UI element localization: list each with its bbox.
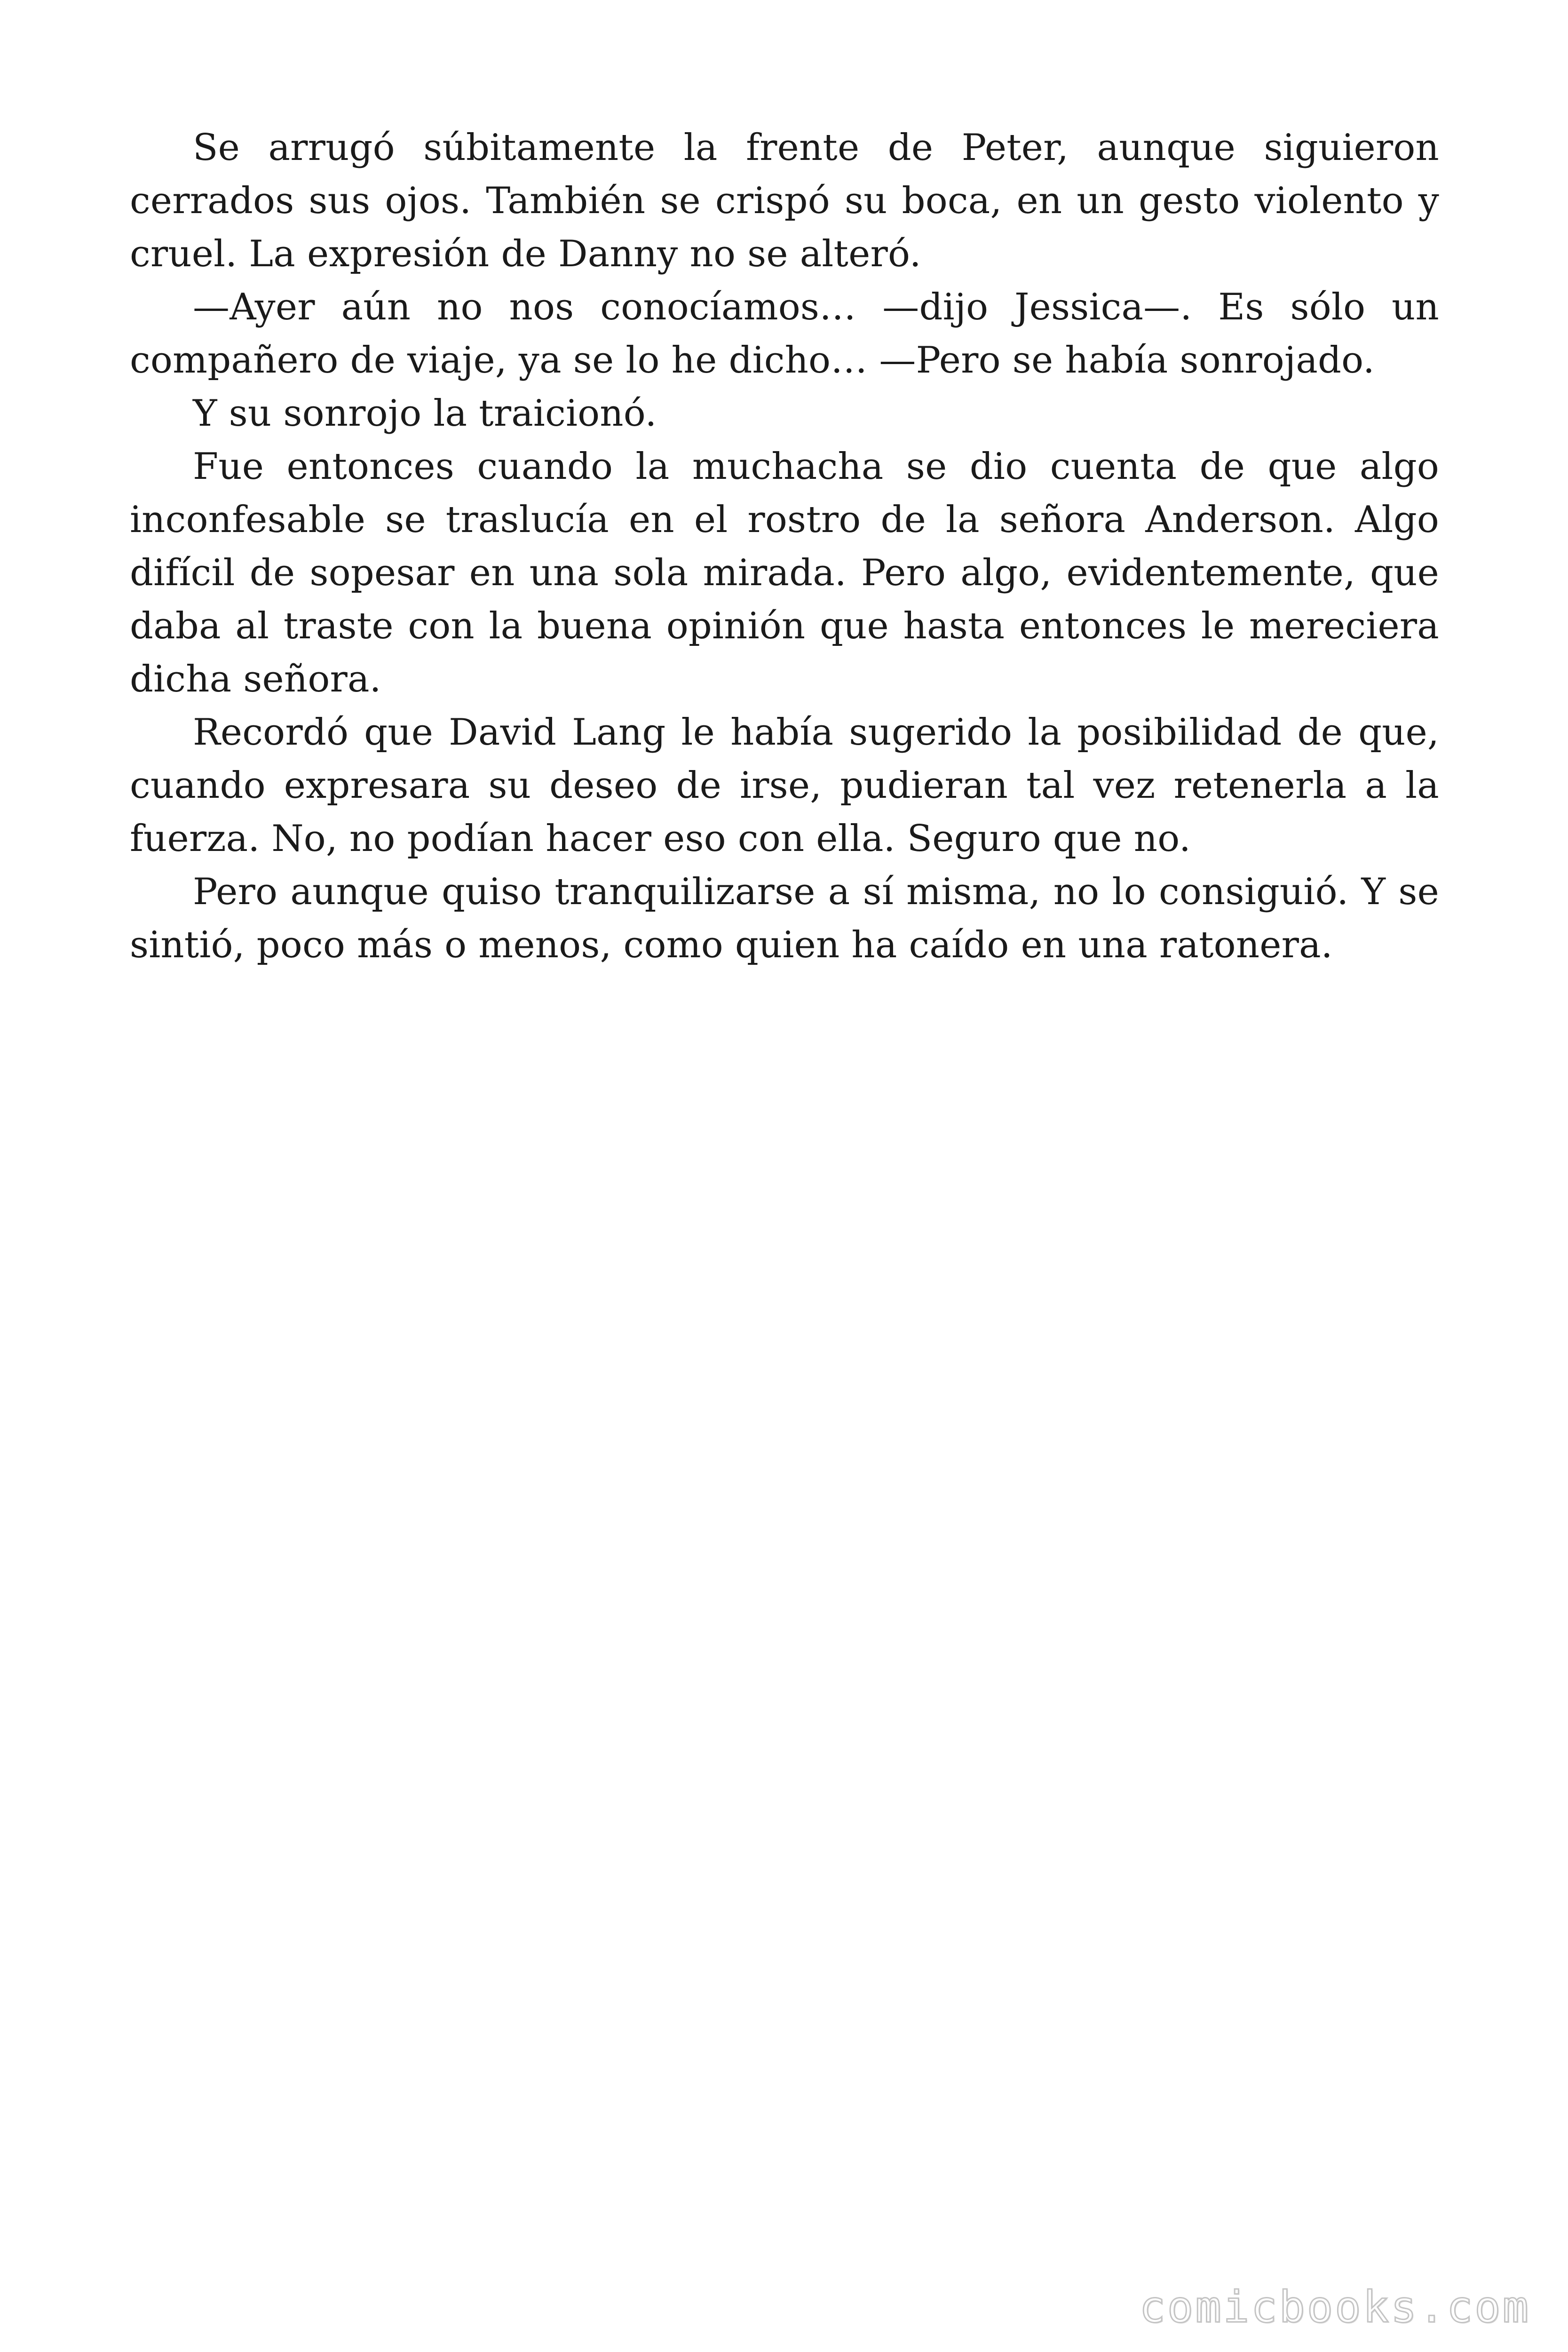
watermark: comicbooks.com xyxy=(1139,2282,1530,2332)
paragraph: —Ayer aún no nos conocíamos… —dijo Jessica—. Es sólo un compañero de viaje, ya se lo he dicho… —Pero se había sonrojado. xyxy=(130,286,1439,381)
paragraph: Y su sonrojo la traicionó. xyxy=(193,392,657,435)
paragraph: Fue entonces cuando la muchacha se dio cuenta de que algo inconfesable se traslucía en el rostro de la señora Anderson. Algo difícil de sopesar en una sola mirada. Pero algo, evidentemente, que daba al traste con la buena opinión que hasta entonces le mereciera dicha señora. xyxy=(130,445,1439,700)
body-text xyxy=(130,121,1439,972)
paragraph: Pero aunque quiso tranquilizarse a sí misma, no lo consiguió. Y se sintió, poco más o menos, como quien ha caído en una ratonera. xyxy=(130,871,1439,966)
paragraph: Recordó que David Lang le había sugerido la posibilidad de que, cuando expresara su deseo de irse, pudieran tal vez retenerla a la fuerza. No, no podían hacer eso con ella. Seguro que no. xyxy=(130,711,1439,860)
paragraph: Se arrugó súbitamente la frente de Peter, aunque siguieron cerrados sus ojos. También se crispó su boca, en un gesto violento y cruel. La expresión de Danny no se alteró. xyxy=(130,127,1439,275)
